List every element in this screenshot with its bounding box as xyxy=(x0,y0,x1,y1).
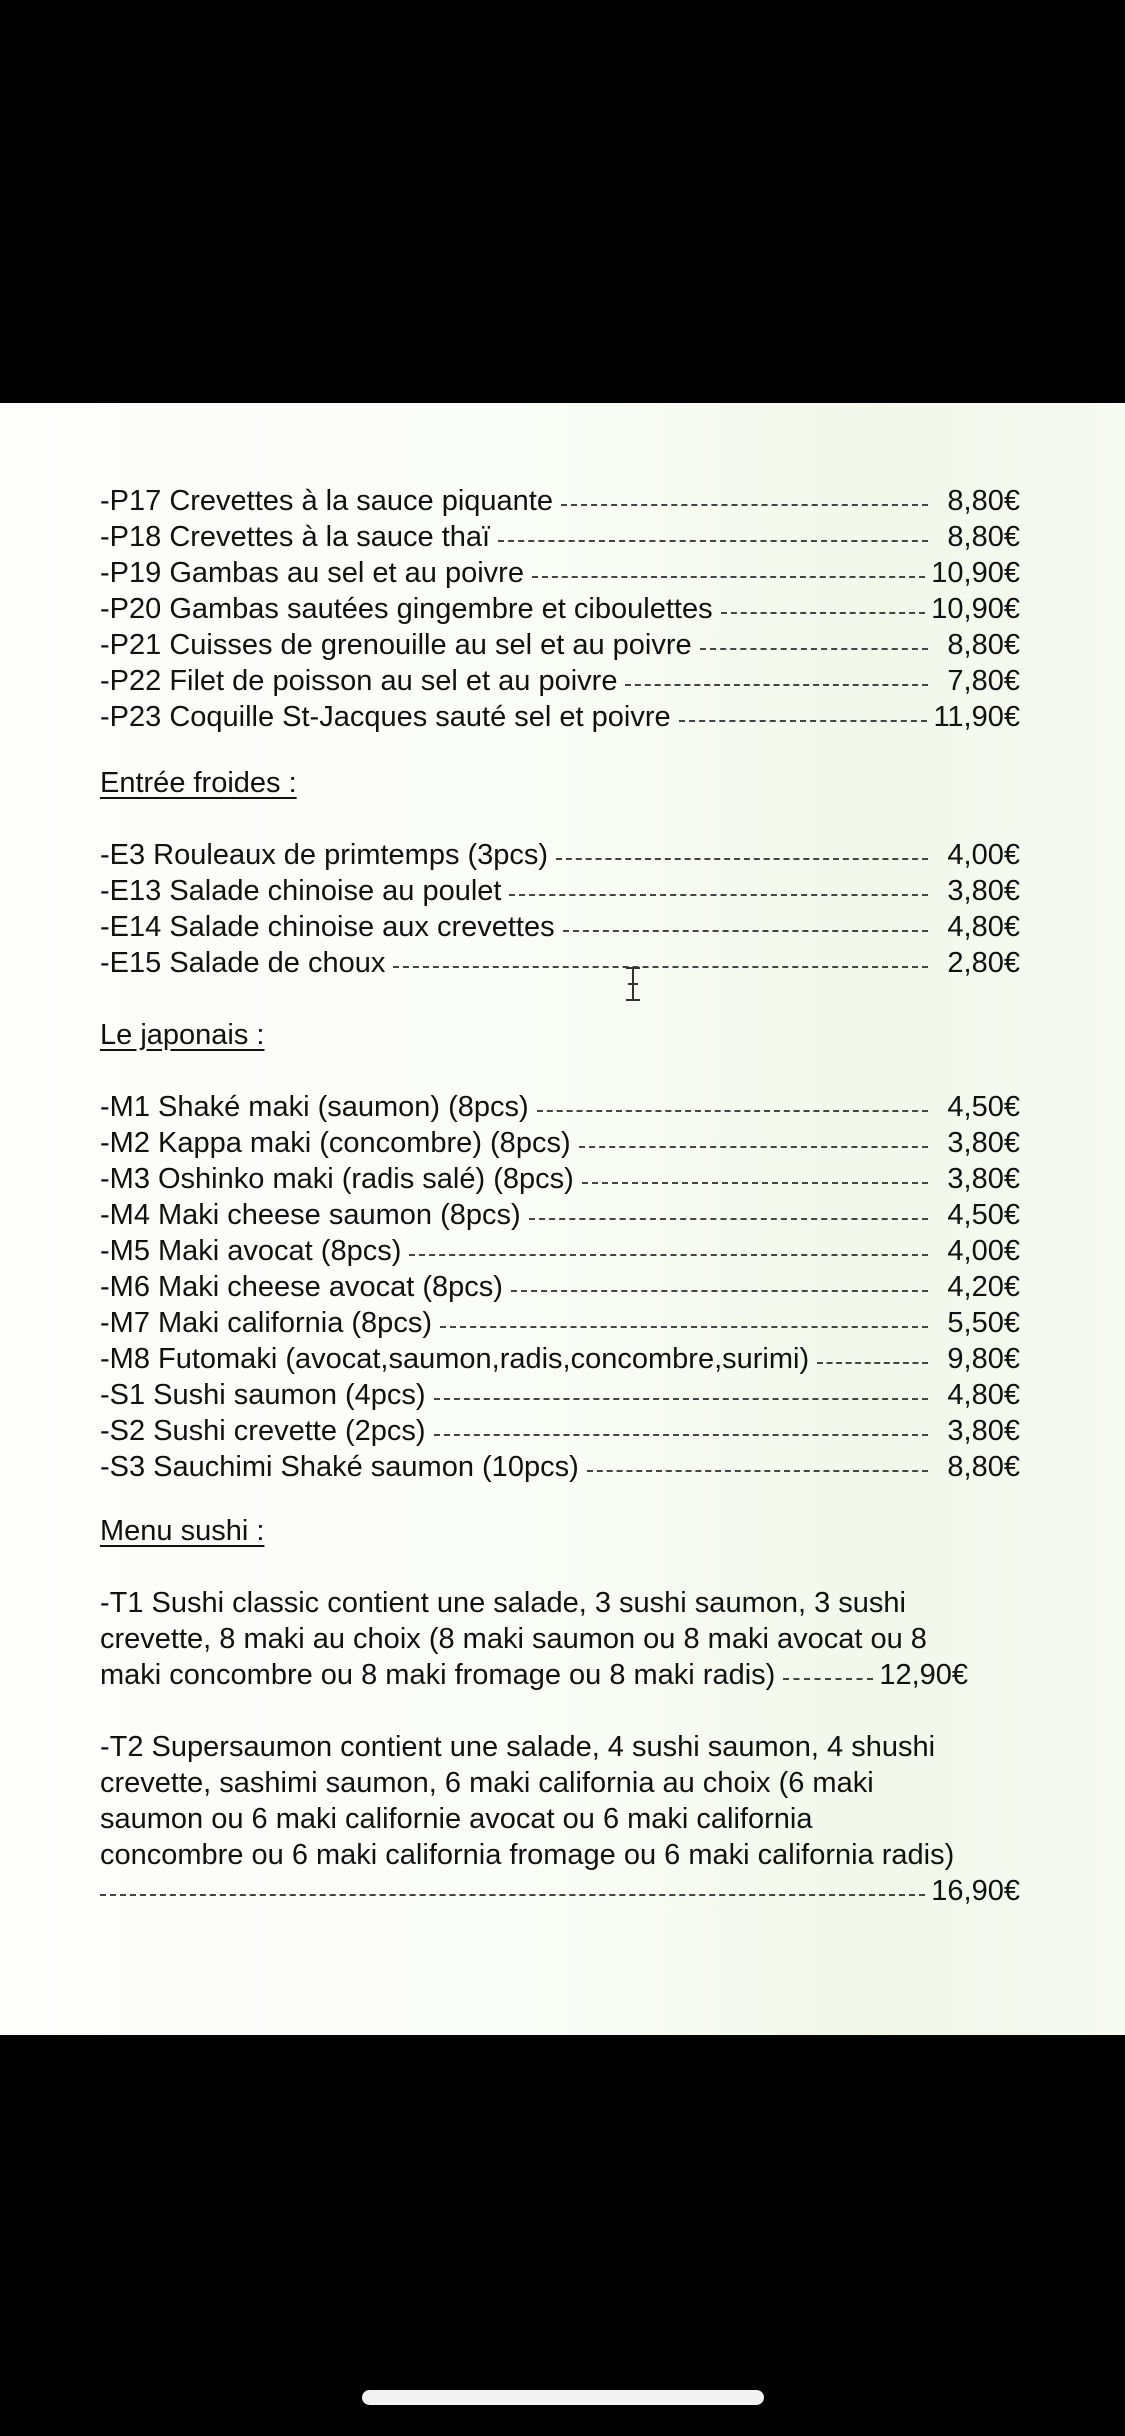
dot-leader xyxy=(434,1398,928,1400)
item-label: -S3 Sauchimi Shaké saumon (10pcs) xyxy=(100,1451,579,1483)
list-item xyxy=(100,555,1020,591)
list-item xyxy=(100,1341,1020,1377)
item-label: -P21 Cuisses de grenouille au sel et au poivre xyxy=(100,629,692,661)
dot-leader xyxy=(100,1894,925,1896)
dot-leader xyxy=(561,504,928,506)
item-price: 10,90€ xyxy=(931,557,1020,589)
list-item xyxy=(100,1089,1020,1125)
japanese-section xyxy=(100,1017,1020,1053)
section-heading: Entrée froides : xyxy=(100,767,297,799)
dot-leader xyxy=(563,930,928,932)
item-price: 4,20€ xyxy=(947,1271,1020,1303)
item-price: 5,50€ xyxy=(947,1307,1020,1339)
item-price: 3,80€ xyxy=(947,1127,1020,1159)
dot-leader xyxy=(511,1290,928,1292)
list-item xyxy=(100,1161,1020,1197)
section-heading: Le japonais : xyxy=(100,1019,265,1051)
section-heading: Menu sushi : xyxy=(100,1515,265,1547)
item-price: 8,80€ xyxy=(947,1451,1020,1483)
list-item xyxy=(100,1197,1020,1233)
dot-leader xyxy=(434,1434,928,1436)
item-price: 3,80€ xyxy=(947,1163,1020,1195)
menu-t1 xyxy=(100,1585,1020,1693)
dot-leader xyxy=(537,1110,928,1112)
dot-leader xyxy=(440,1326,928,1328)
menu-t1-line: -T1 Sushi classic contient une salade, 3 sushi saumon, 3 sushi xyxy=(100,1587,906,1619)
item-label: -S1 Sushi saumon (4pcs) xyxy=(100,1379,426,1411)
list-item xyxy=(100,1449,1020,1485)
dot-leader xyxy=(582,1182,928,1184)
dot-leader xyxy=(579,1146,928,1148)
item-label: -E3 Rouleaux de primtemps (3pcs) xyxy=(100,839,549,871)
text-cursor-icon xyxy=(622,966,644,1002)
list-item xyxy=(100,1305,1020,1341)
list-item xyxy=(100,909,1020,945)
item-label: -P20 Gambas sautées gingembre et ciboulettes xyxy=(100,593,713,625)
list-item xyxy=(100,663,1020,699)
item-price: 8,80€ xyxy=(947,485,1020,517)
home-indicator[interactable] xyxy=(362,2390,764,2405)
menu-page xyxy=(0,403,1125,2035)
list-item xyxy=(100,699,1020,735)
item-label: -P23 Coquille St-Jacques sauté sel et poivre xyxy=(100,701,671,733)
item-price: 10,90€ xyxy=(931,593,1020,625)
menu-t2-line: saumon ou 6 maki californie avocat ou 6 maki california xyxy=(100,1803,813,1835)
item-price: 4,00€ xyxy=(947,839,1020,871)
item-price: 7,80€ xyxy=(947,665,1020,697)
item-price: 4,50€ xyxy=(947,1091,1020,1123)
menu-t2 xyxy=(100,1729,1020,1909)
item-label: -E15 Salade de choux xyxy=(100,947,386,979)
item-label: -S2 Sushi crevette (2pcs) xyxy=(100,1415,426,1447)
menu-t1-line: maki concombre ou 8 maki fromage ou 8 maki radis) xyxy=(100,1659,776,1691)
item-label: -P22 Filet de poisson au sel et au poivre xyxy=(100,665,618,697)
item-label: -P19 Gambas au sel et au poivre xyxy=(100,557,524,589)
list-item xyxy=(100,627,1020,663)
sushi-menu-section xyxy=(100,1513,1020,1549)
item-price: 4,50€ xyxy=(947,1199,1020,1231)
item-price: 9,80€ xyxy=(947,1343,1020,1375)
dot-leader xyxy=(625,684,928,686)
item-price: 4,00€ xyxy=(947,1235,1020,1267)
item-price: 11,90€ xyxy=(933,701,1020,733)
item-price: 8,80€ xyxy=(947,629,1020,661)
item-price: 4,80€ xyxy=(947,911,1020,943)
dot-leader xyxy=(529,1218,928,1220)
item-label: -M8 Futomaki (avocat,saumon,radis,concombre,surimi) xyxy=(100,1343,810,1375)
item-price: 16,90€ xyxy=(931,1875,1020,1907)
item-price: 8,80€ xyxy=(947,521,1020,553)
item-price: 3,80€ xyxy=(947,1415,1020,1447)
list-item xyxy=(100,873,1020,909)
item-price: 2,80€ xyxy=(947,947,1020,979)
dot-leader xyxy=(509,894,928,896)
item-price: 4,80€ xyxy=(947,1379,1020,1411)
item-label: -M2 Kappa maki (concombre) (8pcs) xyxy=(100,1127,571,1159)
cold-starters-section xyxy=(100,765,1020,801)
dot-leader xyxy=(700,648,928,650)
item-label: -P17 Crevettes à la sauce piquante xyxy=(100,485,553,517)
item-label: -M6 Maki cheese avocat (8pcs) xyxy=(100,1271,503,1303)
dot-leader xyxy=(587,1470,928,1472)
cold-starters-list xyxy=(100,837,1020,981)
menu-t2-line: concombre ou 6 maki california fromage ou 6 maki california radis) xyxy=(100,1839,955,1871)
item-price: 3,80€ xyxy=(947,875,1020,907)
dot-leader xyxy=(409,1254,928,1256)
list-item xyxy=(100,837,1020,873)
list-item xyxy=(100,591,1020,627)
menu-t1-line: crevette, 8 maki au choix (8 maki saumon ou 8 maki avocat ou 8 xyxy=(100,1623,927,1655)
menu-t2-line: crevette, sashimi saumon, 6 maki california au choix (6 maki xyxy=(100,1767,874,1799)
item-label: -E14 Salade chinoise aux crevettes xyxy=(100,911,555,943)
item-label: -M5 Maki avocat (8pcs) xyxy=(100,1235,402,1267)
list-item xyxy=(100,1233,1020,1269)
dot-leader xyxy=(532,576,925,578)
list-item xyxy=(100,519,1020,555)
dot-leader xyxy=(393,966,928,968)
dot-leader xyxy=(556,858,928,860)
menu-t2-line: -T2 Supersaumon contient une salade, 4 sushi saumon, 4 shushi xyxy=(100,1731,936,1763)
dot-leader xyxy=(498,540,928,542)
item-label: -M1 Shaké maki (saumon) (8pcs) xyxy=(100,1091,529,1123)
dot-leader xyxy=(783,1678,873,1680)
item-label: -M3 Oshinko maki (radis salé) (8pcs) xyxy=(100,1163,574,1195)
dot-leader xyxy=(721,612,926,614)
list-item xyxy=(100,1269,1020,1305)
japanese-list xyxy=(100,1089,1020,1485)
item-label: -E13 Salade chinoise au poulet xyxy=(100,875,502,907)
menu-t1-last-line xyxy=(100,1657,1020,1693)
dot-leader xyxy=(817,1362,928,1364)
list-item xyxy=(100,1413,1020,1449)
list-item xyxy=(100,483,1020,519)
list-item xyxy=(100,1377,1020,1413)
item-label: -M4 Maki cheese saumon (8pcs) xyxy=(100,1199,521,1231)
item-price: 12,90€ xyxy=(879,1659,969,1691)
list-item xyxy=(100,1125,1020,1161)
menu-t2-price-line xyxy=(100,1873,1020,1909)
item-label: -P18 Crevettes à la sauce thaï xyxy=(100,521,491,553)
item-label: -M7 Maki california (8pcs) xyxy=(100,1307,432,1339)
list-item xyxy=(100,945,1020,981)
hot-dishes-list xyxy=(100,483,1020,735)
dot-leader xyxy=(679,720,928,722)
